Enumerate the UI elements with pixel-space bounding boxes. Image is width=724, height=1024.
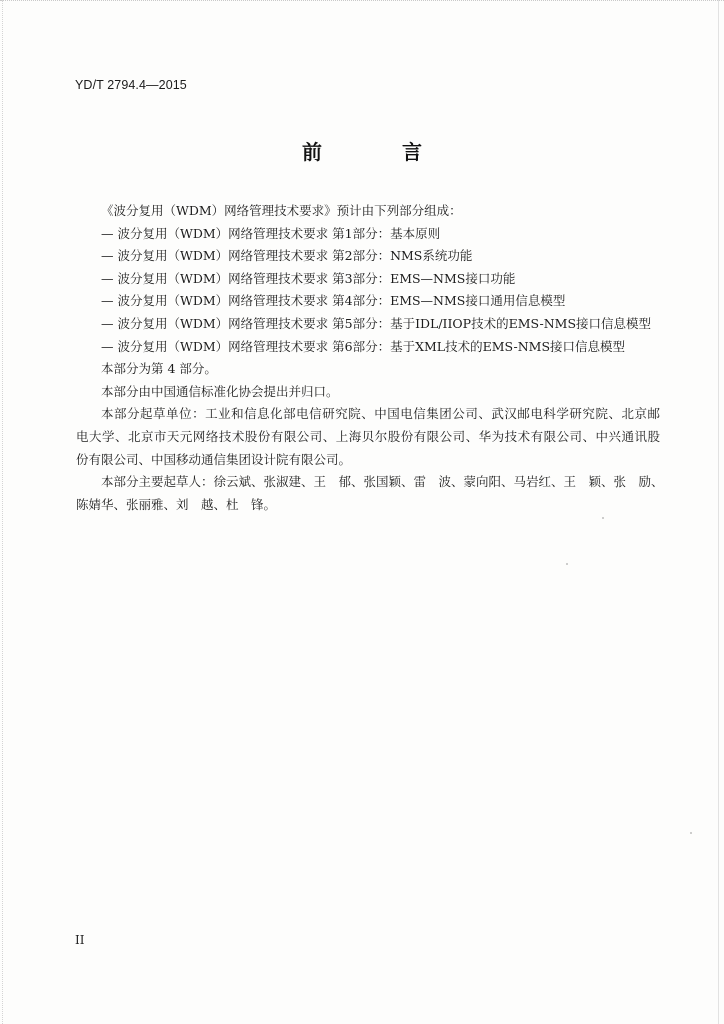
intro-line: 《波分复用（WDM）网络管理技术要求》预计由下列部分组成： <box>101 203 462 218</box>
part-item-2: — 波分复用（WDM）网络管理技术要求 第2部分：NMS系统功能 <box>101 248 473 264</box>
scan-speck <box>690 832 692 834</box>
document-code: YD/T 2794.4—2015 <box>75 78 187 92</box>
foreword-body <box>76 200 664 516</box>
scan-speck <box>566 563 568 565</box>
drafting-units-line-2: 电大学、北京市天元网络技术股份有限公司、上海贝尔股份有限公司、华为技术有限公司、中兴通讯股 <box>76 428 660 444</box>
part-item-1: — 波分复用（WDM）网络管理技术要求 第1部分：基本原则 <box>101 225 441 241</box>
part-number-statement: 本部分为第 4 部分。 <box>101 361 217 377</box>
part-item-5: — 波分复用（WDM）网络管理技术要求 第5部分：基于IDL/IIOP技术的EMS-NMS接口信息模型 <box>101 315 652 331</box>
part-item-3: — 波分复用（WDM）网络管理技术要求 第3部分：EMS—NMS接口功能 <box>101 270 516 286</box>
part-item-4: — 波分复用（WDM）网络管理技术要求 第4部分：EMS—NMS接口通用信息模型 <box>101 293 566 309</box>
proposer-statement: 本部分由中国通信标准化协会提出并归口。 <box>101 383 339 399</box>
scan-speck <box>602 517 604 519</box>
part-item-6: — 波分复用（WDM）网络管理技术要求 第6部分：基于XML技术的EMS-NMS接口信息模型 <box>101 338 626 354</box>
drafters-line-2: 陈婧华、张丽雅、刘 越、杜 锋。 <box>76 496 277 512</box>
scan-edge-top <box>0 0 724 3</box>
section-title: 前 言 <box>302 140 452 164</box>
drafting-units-line-1: 本部分起草单位：工业和信息化部电信研究院、中国电信集团公司、武汉邮电科学研究院、北京邮 <box>101 406 660 422</box>
drafters-line-1: 本部分主要起草人：徐云斌、张淑建、王 郁、张国颖、雷 波、蒙向阳、马岩红、王 颖、张 励、 <box>101 474 664 490</box>
page-number: II <box>75 933 85 947</box>
drafting-units-line-3: 份有限公司、中国移动通信集团设计院有限公司。 <box>76 451 352 467</box>
